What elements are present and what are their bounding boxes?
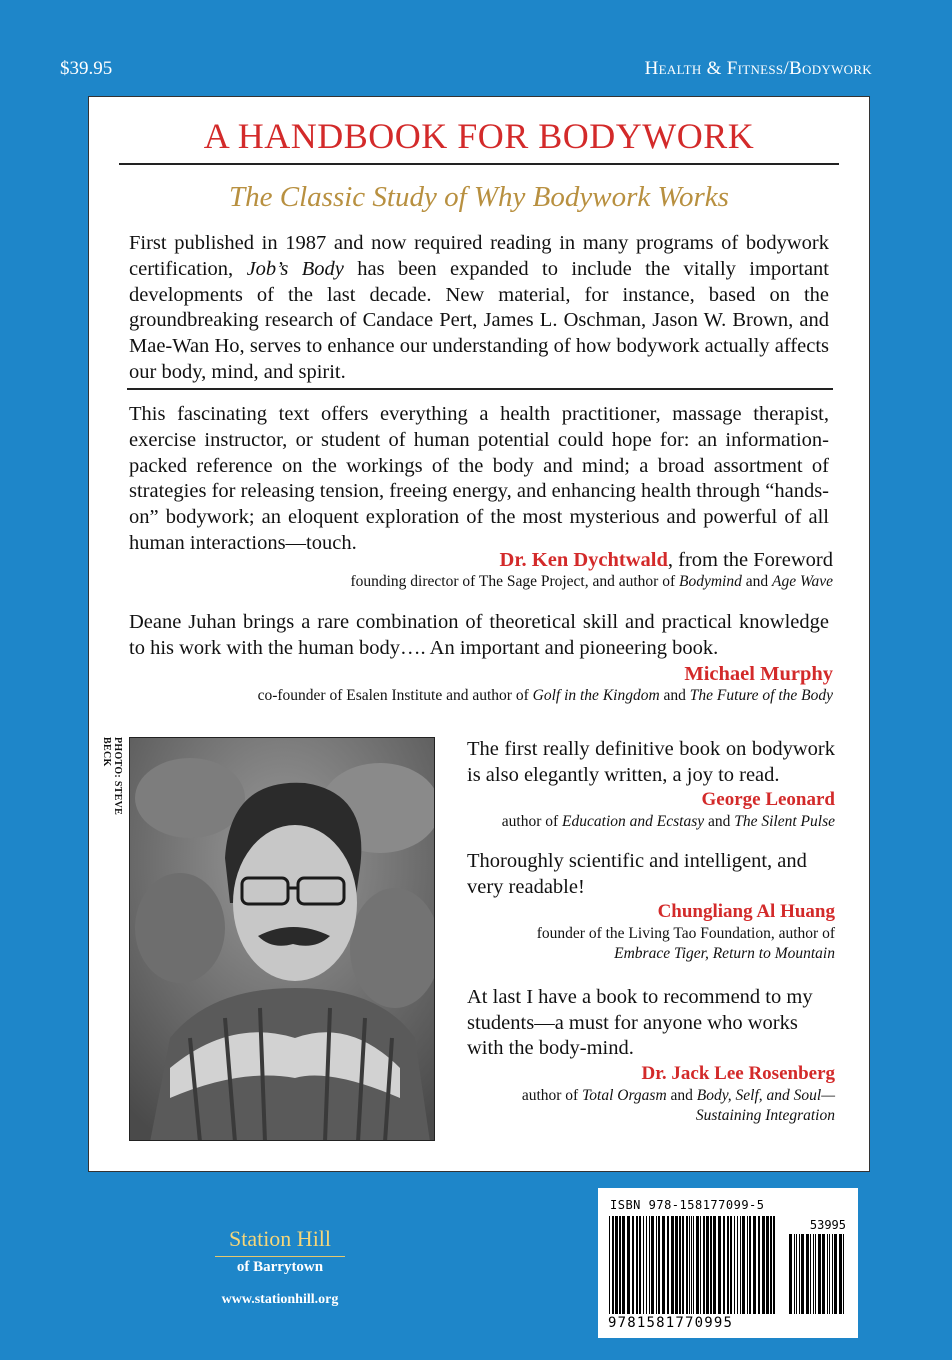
barcode-bar [632,1216,634,1314]
quote-leonard-block [467,737,835,832]
photo-credit: PHOTO: STEVE BECK [101,737,123,816]
barcode-bar [827,1234,828,1314]
barcode-bar [643,1216,644,1314]
barcode-bar [609,1216,610,1314]
barcode-bar [639,1216,641,1314]
publisher-name: Station Hill [228,1226,332,1251]
barcode-bar [686,1216,688,1314]
divider [215,1256,345,1257]
barcode-bar [822,1234,825,1314]
barcode-bar [839,1234,842,1314]
intro-paragraph: First published in 1987 and now required reading in many programs of bodywork certification, Job’s Body has been expanded to include the vitally important developments of the last decade. New material, for instance, based on the groundbreaking research of Candace Pert, James L. Oschman, Jason W. Brown, and Mae-Wan Ho, serves to enhance our understanding of how bodywork actually affects our body, mind, and spirit. [129,232,829,383]
attribution-desc: founder of the Living Tao Foundation, author of [536,925,835,943]
publisher-location: of Barrytown [236,1259,324,1275]
barcode-bar [730,1216,732,1314]
barcode-bar [713,1216,716,1314]
attribution-name: Dr. Ken Dychtwald [499,549,668,571]
barcode-bar [815,1234,816,1314]
barcode-bar [749,1216,751,1314]
back-cover-panel [88,96,870,1172]
barcode-bar [706,1216,709,1314]
attribution-name: George Leonard [701,789,835,811]
category-label: Health & Fitness/Bodywork [644,58,872,79]
attribution-book: Sustaining Integration [695,1106,835,1124]
barcode-bar [691,1216,692,1314]
attribution-name: Michael Murphy [684,663,833,685]
barcode-bar [766,1216,769,1314]
headline: A HANDBOOK FOR BODYWORK [203,116,755,156]
quote-huang: Thoroughly scientific and intelligent, and very readable! [467,850,807,898]
barcode-bar [667,1216,669,1314]
barcode-bar [734,1216,735,1314]
price-code-text: 53995 [809,1218,846,1232]
barcode-bar [656,1216,657,1314]
barcode-bar [747,1216,748,1314]
barcode-bar [696,1216,699,1314]
subtitle: The Classic Study of Why Bodywork Works [229,181,729,213]
barcode-bar [799,1234,800,1314]
barcode-bar [627,1216,630,1314]
barcode-bar [794,1234,795,1314]
quote-rosenberg-block [467,985,835,1126]
barcode-bar [832,1234,833,1314]
price: $39.95 [60,58,113,79]
barcode-bar [615,1216,618,1314]
barcode-bar [762,1216,765,1314]
barcode-bar [758,1216,760,1314]
barcode-bar [649,1216,650,1314]
divider [127,388,833,390]
barcode-bar [703,1216,705,1314]
barcode-bar [753,1216,756,1314]
barcode-bar [789,1234,792,1314]
barcode-bar [700,1216,701,1314]
quote-rosenberg: At last I have a book to recommend to my students—a must for anyone who works with the body-mind. [467,986,813,1060]
quote-murphy: Deane Juhan brings a rare combination of theoretical skill and practical knowledge to his work with the human body…. An important and pioneering book. [129,611,829,659]
author-portrait-image [130,738,435,1141]
barcode-bar [710,1216,712,1314]
attribution-dychtwald: Dr. Ken Dychtwald, from the Foreword founding director of The Sage Project, and author of Bodymind and Age Wave [350,549,833,590]
barcode-bar [693,1216,694,1314]
barcode-bar [773,1216,775,1314]
barcode-bar [619,1216,621,1314]
ean-text: 9781581770995 [608,1315,734,1331]
barcode-bar [742,1216,745,1314]
divider [119,163,839,165]
quote-huang-block [467,849,835,964]
barcode-bar [813,1234,814,1314]
isbn-text: ISBN 978-158177099-5 [610,1198,765,1212]
isbn-barcode [598,1188,858,1338]
barcode-bar [740,1216,741,1314]
publisher-url: www.stationhill.org [221,1292,339,1307]
attribution-book: Embrace Tiger, Return to Mountain [614,945,835,963]
quote-dychtwald: This fascinating text offers everything a health practitioner, massage therapist, exercise instructor, or student of human potential could hope for: an information-packed reference on the workings of the body and mind; a broad assortment of strategies for releasing tension, freeing energy, and enhancing health through “hands-on” bodywork; an eloquent exploration of the most mysterious and powerful of all human interactions—touch. [129,403,829,554]
attribution-murphy: Michael Murphy co-founder of Esalen Institute and author of Golf in the Kingdom and The Future of the Body [257,663,833,704]
barcode-bar [834,1234,837,1314]
barcode-bar [651,1216,654,1314]
barcode-bar [796,1234,797,1314]
barcode-bar [679,1216,681,1314]
barcode-bar [689,1216,690,1314]
author-photo [129,737,435,1141]
barcode-bar [636,1216,638,1314]
barcode-bar [622,1216,625,1314]
barcode-bar [810,1234,811,1314]
barcode-bar [737,1216,738,1314]
barcode-bar [612,1216,614,1314]
barcode-bar [658,1216,660,1314]
attribution-desc: author of Education and Ecstasy and The Silent Pulse [501,813,835,831]
barcode-bar [843,1234,844,1314]
attribution-name: Dr. Jack Lee Rosenberg [641,1062,835,1084]
barcode-bar [818,1234,821,1314]
barcode-bar [662,1216,665,1314]
attribution-desc: author of Total Orgasm and Body, Self, and Soul— [521,1086,835,1104]
barcode-bar [671,1216,674,1314]
barcode-bar [829,1234,830,1314]
barcode-bar [727,1216,729,1314]
addon-barcode-bars [788,1234,846,1314]
barcode-bar [806,1234,809,1314]
barcode-bar [770,1216,772,1314]
barcode-bar [801,1234,804,1314]
barcode-bars [608,1216,778,1314]
attribution-name: Chungliang Al Huang [657,901,835,923]
barcode-bar [718,1216,721,1314]
barcode-bar [646,1216,647,1314]
book-title: Job’s Body [246,257,344,280]
publisher-logo [160,1226,400,1308]
barcode-bar [723,1216,725,1314]
barcode-bar [675,1216,678,1314]
quote-leonard: The first really definitive book on bodywork is also elegantly written, a joy to read. [467,738,835,786]
barcode-bar [682,1216,684,1314]
